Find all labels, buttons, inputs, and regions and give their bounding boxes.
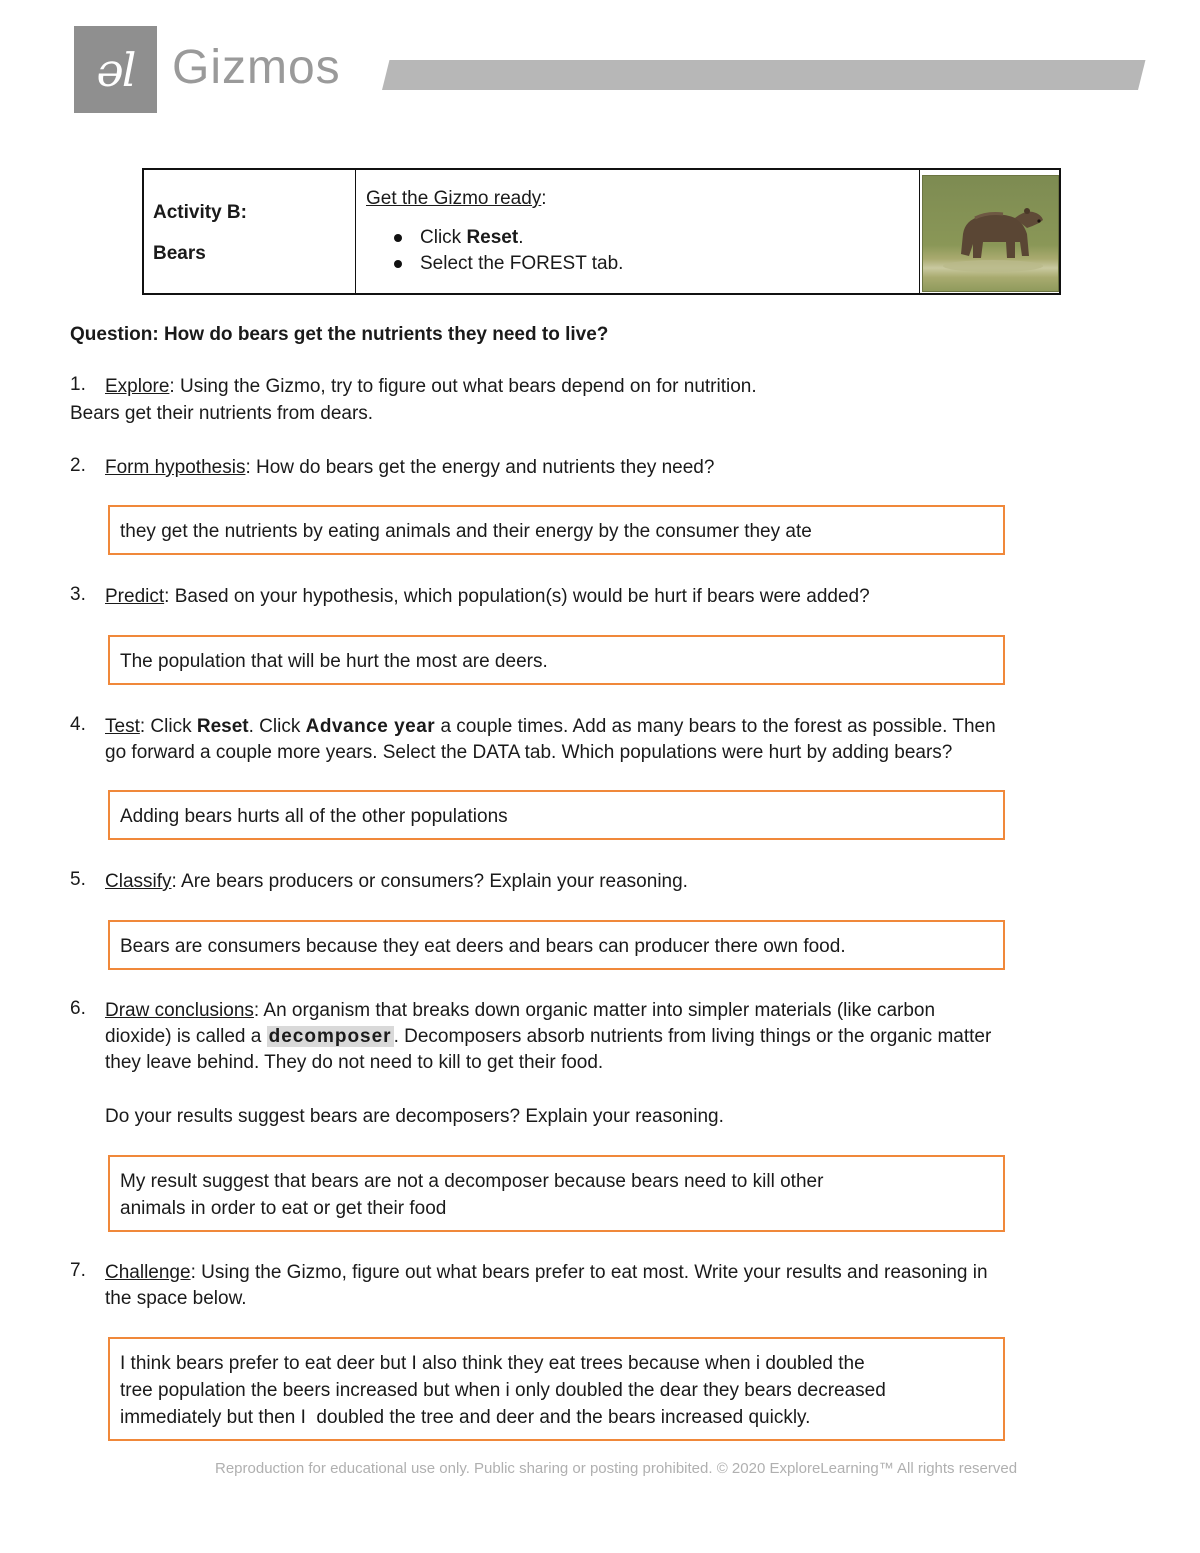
q4-number: 4.: [70, 714, 86, 735]
q6-question: Do your results suggest bears are decomposers? Explain your reasoning.: [105, 1106, 724, 1127]
header-bar: [382, 60, 1145, 90]
activity-title: Activity B:: [153, 202, 247, 223]
q6-answer-line1: My result suggest that bears are not a decomposer because bears need to kill other: [120, 1171, 824, 1192]
decomposer-highlight: decomposer: [268, 1026, 392, 1047]
step-reset-suffix: .: [518, 227, 524, 248]
q2-prompt: [105, 455, 714, 481]
q3-number: 3.: [70, 584, 86, 605]
q3-answer-box[interactable]: [108, 635, 1005, 685]
step-forest-text: Select the FOREST tab.: [420, 253, 624, 274]
q5-prompt: [105, 869, 688, 895]
brand-name: Gizmos: [172, 41, 341, 94]
q4-prompt-line2: go forward a couple more years. Select the DATA tab. Which populations were hurt by adding bears?: [105, 742, 953, 763]
q5-text: : Are bears producers or consumers? Explain your reasoning.: [171, 871, 688, 892]
q7-label: Challenge: [105, 1262, 191, 1283]
q7-answer-line3: immediately but then I doubled the tree and deer and the bears increased quickly.: [120, 1407, 811, 1428]
explorelearning-logo: [74, 26, 157, 113]
q7-answer-line1: I think bears prefer to eat deer but I also think they eat trees because when i doubled the: [120, 1353, 865, 1374]
q7-prompt-line2: the space below.: [105, 1288, 247, 1309]
q4-answer: Adding bears hurts all of the other populations: [120, 806, 508, 827]
q2-answer: they get the nutrients by eating animals and their energy by the consumer they ate: [120, 521, 812, 542]
bullet-icon: [394, 260, 402, 268]
q2-text: : How do bears get the energy and nutrients they need?: [245, 457, 715, 478]
q4-text-1: : Click: [139, 716, 197, 737]
q7-answer-box[interactable]: [108, 1337, 1005, 1441]
q2-number: 2.: [70, 455, 86, 476]
q2-label: Form hypothesis: [105, 457, 246, 478]
q4-advance-bold: Advance year: [305, 716, 436, 737]
q7-number: 7.: [70, 1260, 86, 1281]
activity-table: [142, 168, 1061, 295]
q2-answer-box[interactable]: [108, 505, 1005, 555]
q1-label: Explore: [105, 376, 170, 397]
activity-subtitle: Bears: [153, 243, 206, 264]
step-reset-prefix: Click: [420, 227, 467, 248]
q4-prompt: [105, 714, 996, 740]
q1-prompt: [105, 374, 757, 400]
q3-prompt: [105, 584, 870, 610]
q3-answer: The population that will be hurt the most are deers.: [120, 651, 548, 672]
q7-text-1: : Using the Gizmo, figure out what bears prefer to eat most. Write your results and reasoning in: [190, 1262, 988, 1283]
q7-prompt: [105, 1260, 988, 1286]
q5-answer-box[interactable]: [108, 920, 1005, 970]
q6-answer-line2: animals in order to eat or get their food: [120, 1198, 447, 1219]
step-forest-tab: [420, 253, 623, 275]
bullet-icon: [394, 234, 402, 242]
footer-copyright: Reproduction for educational use only. Public sharing or posting prohibited. © 2020 ExploreLearning™ All rights reserved: [215, 1460, 1018, 1477]
logo-glyph: ǝl: [96, 42, 135, 97]
main-question: Question: How do bears get the nutrients they need to live?: [70, 324, 609, 345]
q6-label: Draw conclusions: [105, 1000, 254, 1021]
q6-text-2b: . Decomposers absorb nutrients from living things or the organic matter: [393, 1026, 992, 1047]
q5-answer: Bears are consumers because they eat deers and bears can producer there own food.: [120, 936, 846, 957]
q3-text: : Based on your hypothesis, which population(s) would be hurt if bears were added?: [164, 586, 870, 607]
step-reset: [420, 227, 523, 249]
q3-label: Predict: [105, 586, 165, 607]
q5-number: 5.: [70, 869, 86, 890]
q6-number: 6.: [70, 998, 86, 1019]
activity-title-cell: [144, 170, 356, 293]
q6-text-1: : An organism that breaks down organic matter into simpler materials (like carbon: [253, 1000, 936, 1021]
q6-answer-box[interactable]: [108, 1155, 1005, 1232]
get-ready-label: Get the Gizmo ready: [366, 188, 542, 209]
q6-text-2a: dioxide) is called a: [105, 1026, 267, 1047]
q4-text-2: . Click: [248, 716, 306, 737]
q7-answer-line2: tree population the beers increased but when i only doubled the dear they bears decreased: [120, 1380, 886, 1401]
q1-number: 1.: [70, 374, 86, 395]
q6-prompt-line3: they leave behind. They do not need to kill to get their food.: [105, 1052, 604, 1073]
q4-text-3: a couple times. Add as many bears to the forest as possible. Then: [435, 716, 996, 737]
get-ready-heading: [366, 188, 547, 210]
bear-icon: [923, 176, 1058, 291]
q4-label: Test: [105, 716, 140, 737]
q1-text: : Using the Gizmo, try to figure out what bears depend on for nutrition.: [169, 376, 757, 397]
q5-label: Classify: [105, 871, 172, 892]
get-ready-colon: :: [541, 188, 547, 209]
q4-reset-bold: Reset: [196, 716, 249, 737]
q1-answer: Bears get their nutrients from dears.: [70, 403, 374, 424]
step-reset-bold: Reset: [466, 227, 519, 248]
q6-prompt-line2: [105, 1024, 991, 1050]
q6-prompt: [105, 998, 935, 1024]
activity-instructions-cell: [356, 170, 920, 293]
bear-image: [922, 175, 1059, 292]
q4-answer-box[interactable]: [108, 790, 1005, 840]
